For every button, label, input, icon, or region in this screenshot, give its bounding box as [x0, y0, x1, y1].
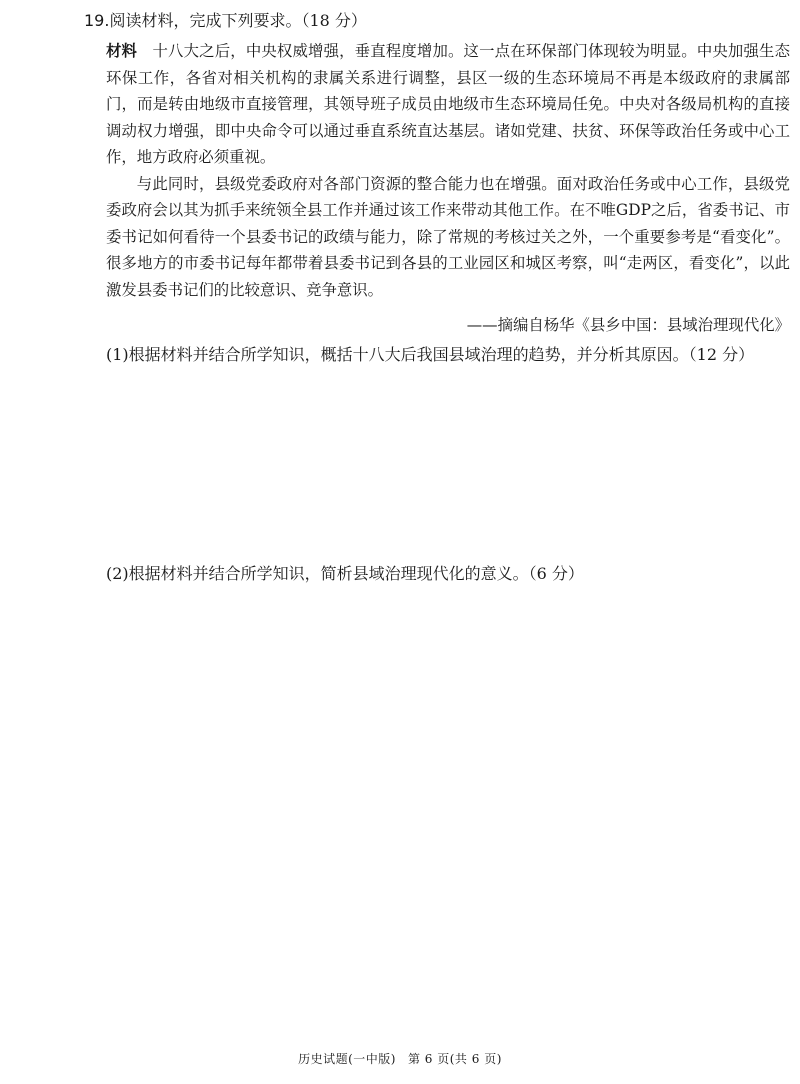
answer-area-2[interactable] — [106, 592, 786, 1032]
material-paragraph-2: 与此同时，县级党委政府对各部门资源的整合能力也在增强。面对政治任务或中心工作，县级党委政府会以其为抓手来统领全县工作并通过该工作来带动其他工作。在不唯GDP之后，省委书记、市委书记如何看待一个县委书记的政绩与能力，除了常规的考核过关之外，一个重要参考是“看变化”。很多地方的市委书记每年都带着县委书记到各县的工业园区和城区考察，叫“走两区，看变化”，以此激发县委书记们的比较意识、竞争意识。 — [106, 174, 790, 299]
footer-subject: 历史试题(一中版) — [298, 1052, 396, 1066]
answer-area-1[interactable] — [106, 372, 786, 552]
page-footer — [0, 1051, 800, 1067]
material-block — [106, 38, 790, 303]
material-label: 材料 — [106, 42, 138, 60]
sub-question-1: (1)根据材料并结合所学知识，概括十八大后我国县域治理的趋势，并分析其原因。（12 分） — [106, 345, 755, 364]
question-header — [84, 10, 367, 32]
question-instruction: 阅读材料，完成下列要求。（18 分） — [109, 11, 367, 30]
question-number: 19. — [84, 11, 110, 30]
material-source: ——摘编自杨华《县乡中国：县域治理现代化》 — [466, 316, 790, 334]
material-paragraph-1 — [106, 38, 790, 171]
footer-page-number: 第 6 页(共 6 页) — [407, 1052, 502, 1066]
material-paragraph-1-text: 十八大之后，中央权威增强，垂直程度增加。这一点在环保部门体现较为明显。中央加强生态环保工作，各省对相关机构的隶属关系进行调整，县区一级的生态环境局不再是本级政府的隶属部门，而是转由地级市直接管理，其领导班子成员由地级市生态环境局任免。中央对各级局机构的直接调动权力增强，即中央命令可以通过垂直系统直达基层。诸如党建、扶贫、环保等政治任务或中心工作，地方政府必须重视。 — [106, 42, 790, 166]
sub-question-2: (2)根据材料并结合所学知识，简析县域治理现代化的意义。（6 分） — [106, 564, 584, 583]
